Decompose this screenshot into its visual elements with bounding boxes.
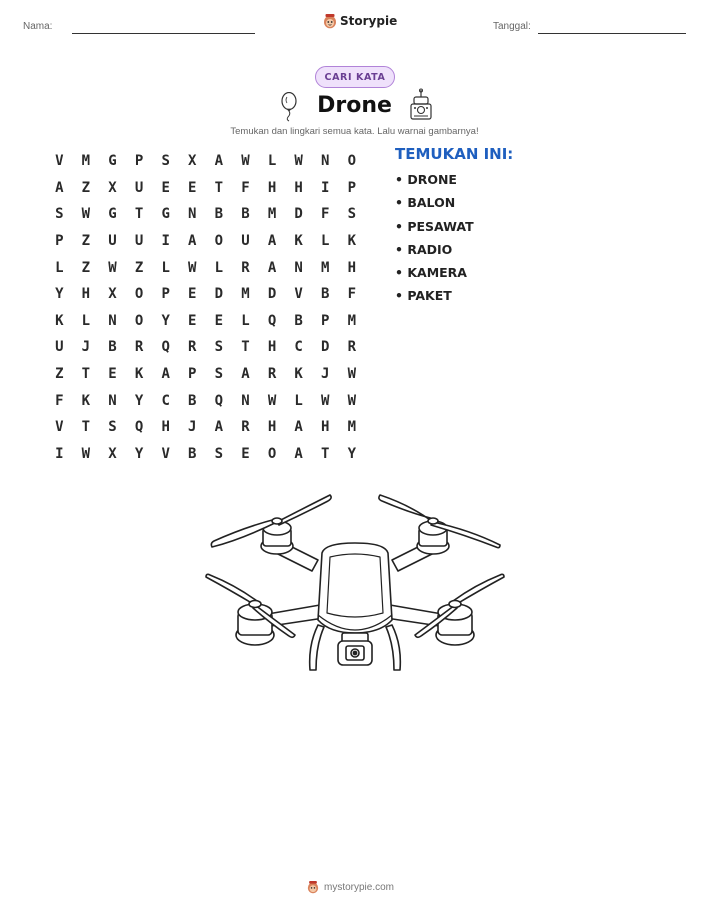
grid-letter[interactable]: Q bbox=[134, 419, 144, 436]
grid-letter[interactable]: D bbox=[267, 286, 277, 303]
grid-letter[interactable]: L bbox=[294, 392, 303, 409]
grid-letter[interactable]: C bbox=[161, 392, 170, 409]
grid-letter[interactable]: M bbox=[241, 286, 250, 303]
grid-letter[interactable]: Y bbox=[134, 445, 144, 462]
grid-letter[interactable]: H bbox=[161, 419, 170, 436]
grid-letter[interactable]: P bbox=[161, 286, 170, 303]
grid-letter[interactable]: B bbox=[294, 312, 303, 329]
grid-letter[interactable]: R bbox=[241, 259, 250, 276]
grid-letter[interactable]: F bbox=[241, 179, 250, 196]
grid-letter[interactable]: E bbox=[188, 179, 197, 196]
grid-letter[interactable]: S bbox=[55, 206, 64, 223]
grid-letter[interactable]: W bbox=[294, 153, 303, 170]
grid-letter[interactable]: W bbox=[267, 392, 277, 409]
grid-letter[interactable]: Z bbox=[81, 179, 91, 196]
grid-letter[interactable]: W bbox=[81, 445, 91, 462]
grid-letter[interactable]: Z bbox=[81, 233, 91, 250]
grid-letter[interactable]: K bbox=[294, 233, 303, 250]
name-label: Nama: bbox=[23, 21, 53, 32]
grid-letter[interactable]: R bbox=[267, 366, 277, 383]
grid-letter[interactable]: Q bbox=[267, 312, 277, 329]
grid-letter[interactable]: R bbox=[188, 339, 197, 356]
grid-letter[interactable]: N bbox=[321, 153, 330, 170]
grid-letter[interactable]: E bbox=[214, 312, 224, 329]
grid-letter[interactable]: T bbox=[81, 366, 91, 383]
grid-letter[interactable]: Z bbox=[55, 366, 64, 383]
grid-letter[interactable]: I bbox=[55, 445, 64, 462]
grid-letter[interactable]: X bbox=[108, 445, 117, 462]
grid-letter[interactable]: V bbox=[55, 419, 64, 436]
grid-letter[interactable]: E bbox=[108, 366, 117, 383]
grid-letter[interactable]: S bbox=[214, 339, 224, 356]
grid-letter[interactable]: X bbox=[108, 179, 117, 196]
grid-letter[interactable]: S bbox=[108, 419, 117, 436]
letter-grid bbox=[46, 148, 365, 467]
word-list-item: • KAMERA bbox=[395, 265, 474, 288]
grid-letter[interactable]: T bbox=[134, 206, 144, 223]
grid-letter[interactable]: K bbox=[347, 233, 357, 250]
grid-letter[interactable]: T bbox=[321, 445, 330, 462]
date-field[interactable] bbox=[538, 33, 686, 34]
grid-letter[interactable]: H bbox=[267, 419, 277, 436]
word-list-item: • PESAWAT bbox=[395, 219, 474, 242]
storypie-mascot-icon bbox=[307, 880, 319, 894]
grid-letter[interactable]: T bbox=[81, 419, 91, 436]
grid-letter[interactable]: O bbox=[267, 445, 277, 462]
footer-brand bbox=[307, 880, 394, 894]
grid-letter[interactable]: B bbox=[108, 339, 117, 356]
grid-letter[interactable]: Y bbox=[55, 286, 64, 303]
grid-letter[interactable]: S bbox=[214, 366, 224, 383]
grid-letter[interactable]: P bbox=[188, 366, 197, 383]
grid-letter[interactable]: K bbox=[55, 312, 64, 329]
grid-letter[interactable]: F bbox=[321, 206, 330, 223]
grid-letter[interactable]: S bbox=[347, 206, 357, 223]
grid-letter[interactable]: G bbox=[108, 206, 117, 223]
grid-letter[interactable]: V bbox=[55, 153, 64, 170]
grid-letter[interactable]: Y bbox=[347, 445, 357, 462]
grid-letter[interactable]: M bbox=[347, 419, 357, 436]
grid-letter[interactable]: L bbox=[161, 259, 170, 276]
grid-letter[interactable]: U bbox=[134, 179, 144, 196]
grid-letter[interactable]: S bbox=[214, 445, 224, 462]
grid-letter[interactable]: M bbox=[267, 206, 277, 223]
grid-letter[interactable]: W bbox=[321, 392, 330, 409]
grid-letter[interactable]: F bbox=[55, 392, 64, 409]
grid-letter[interactable]: G bbox=[161, 206, 170, 223]
grid-letter[interactable]: O bbox=[134, 286, 144, 303]
word-list-item: • DRONE bbox=[395, 172, 474, 195]
grid-letter[interactable]: H bbox=[267, 179, 277, 196]
grid-letter[interactable]: U bbox=[55, 339, 64, 356]
grid-letter[interactable]: R bbox=[134, 339, 144, 356]
grid-letter[interactable]: P bbox=[55, 233, 64, 250]
grid-letter[interactable]: J bbox=[188, 419, 197, 436]
grid-letter[interactable]: A bbox=[161, 366, 170, 383]
grid-letter[interactable]: R bbox=[241, 419, 250, 436]
grid-letter[interactable]: H bbox=[321, 419, 330, 436]
grid-letter[interactable]: O bbox=[214, 233, 224, 250]
grid-letter[interactable]: A bbox=[214, 153, 224, 170]
grid-letter[interactable]: Q bbox=[161, 339, 170, 356]
grid-letter[interactable]: A bbox=[55, 179, 64, 196]
brand-logo bbox=[323, 13, 397, 29]
grid-letter[interactable]: L bbox=[241, 312, 250, 329]
grid-letter[interactable]: H bbox=[294, 179, 303, 196]
grid-letter[interactable]: U bbox=[241, 233, 250, 250]
grid-letter[interactable]: X bbox=[188, 153, 197, 170]
grid-letter[interactable]: U bbox=[108, 233, 117, 250]
grid-letter[interactable]: W bbox=[347, 366, 357, 383]
grid-letter[interactable]: B bbox=[188, 445, 197, 462]
grid-letter[interactable]: R bbox=[347, 339, 357, 356]
grid-letter[interactable]: H bbox=[267, 339, 277, 356]
name-field[interactable] bbox=[72, 33, 255, 34]
grid-letter[interactable]: L bbox=[81, 312, 91, 329]
grid-letter[interactable]: U bbox=[134, 233, 144, 250]
grid-letter[interactable]: H bbox=[81, 286, 91, 303]
grid-letter[interactable]: O bbox=[347, 153, 357, 170]
grid-letter[interactable]: M bbox=[347, 312, 357, 329]
word-list-item: • RADIO bbox=[395, 242, 474, 265]
grid-letter[interactable]: E bbox=[241, 445, 250, 462]
grid-letter[interactable]: W bbox=[347, 392, 357, 409]
grid-letter[interactable]: X bbox=[108, 286, 117, 303]
grid-letter[interactable]: P bbox=[321, 312, 330, 329]
grid-letter[interactable]: N bbox=[108, 312, 117, 329]
word-list-item: • BALON bbox=[395, 195, 474, 218]
grid-letter[interactable]: P bbox=[134, 153, 144, 170]
grid-letter[interactable]: A bbox=[294, 445, 303, 462]
grid-letter[interactable]: J bbox=[321, 366, 330, 383]
grid-letter[interactable]: T bbox=[241, 339, 250, 356]
grid-letter[interactable]: Y bbox=[161, 312, 170, 329]
grid-letter[interactable]: B bbox=[321, 286, 330, 303]
drone-illustration bbox=[200, 485, 510, 680]
grid-letter[interactable]: C bbox=[294, 339, 303, 356]
grid-letter[interactable]: J bbox=[81, 339, 91, 356]
grid-letter[interactable]: D bbox=[294, 206, 303, 223]
radio-icon bbox=[408, 88, 434, 122]
grid-letter[interactable]: M bbox=[321, 259, 330, 276]
grid-letter[interactable]: D bbox=[214, 286, 224, 303]
grid-letter[interactable]: N bbox=[294, 259, 303, 276]
grid-letter[interactable]: K bbox=[294, 366, 303, 383]
date-label: Tanggal: bbox=[493, 21, 531, 32]
grid-letter[interactable]: N bbox=[188, 206, 197, 223]
grid-letter[interactable]: E bbox=[188, 286, 197, 303]
grid-letter[interactable]: A bbox=[267, 259, 277, 276]
grid-letter[interactable]: P bbox=[347, 179, 357, 196]
grid-letter[interactable]: B bbox=[188, 392, 197, 409]
grid-letter[interactable]: L bbox=[214, 259, 224, 276]
grid-letter[interactable]: Z bbox=[81, 259, 91, 276]
grid-letter[interactable]: Q bbox=[214, 392, 224, 409]
grid-letter[interactable]: N bbox=[108, 392, 117, 409]
grid-letter[interactable]: A bbox=[241, 366, 250, 383]
grid-letter[interactable]: M bbox=[81, 153, 91, 170]
grid-letter[interactable]: A bbox=[294, 419, 303, 436]
grid-letter[interactable]: K bbox=[134, 366, 144, 383]
brand-name: Storypie bbox=[340, 14, 398, 28]
grid-letter[interactable]: W bbox=[108, 259, 117, 276]
grid-letter[interactable]: V bbox=[294, 286, 303, 303]
grid-letter[interactable]: I bbox=[321, 179, 330, 196]
grid-letter[interactable]: V bbox=[161, 445, 170, 462]
grid-letter[interactable]: Z bbox=[134, 259, 144, 276]
grid-letter[interactable]: T bbox=[214, 179, 224, 196]
grid-letter[interactable]: S bbox=[161, 153, 170, 170]
grid-letter[interactable]: A bbox=[267, 233, 277, 250]
grid-letter[interactable]: L bbox=[267, 153, 277, 170]
grid-letter[interactable]: E bbox=[188, 312, 197, 329]
grid-letter[interactable]: W bbox=[81, 206, 91, 223]
grid-letter[interactable]: K bbox=[81, 392, 91, 409]
grid-letter[interactable]: L bbox=[55, 259, 64, 276]
grid-letter[interactable]: F bbox=[347, 286, 357, 303]
grid-letter[interactable]: D bbox=[321, 339, 330, 356]
grid-letter[interactable]: A bbox=[188, 233, 197, 250]
grid-letter[interactable]: I bbox=[161, 233, 170, 250]
grid-letter[interactable]: A bbox=[214, 419, 224, 436]
word-list-title: TEMUKAN INI: bbox=[395, 145, 514, 163]
grid-letter[interactable]: L bbox=[321, 233, 330, 250]
page-title: Drone bbox=[317, 93, 392, 118]
grid-letter[interactable]: B bbox=[241, 206, 250, 223]
grid-letter[interactable]: G bbox=[108, 153, 117, 170]
grid-letter[interactable]: H bbox=[347, 259, 357, 276]
grid-letter[interactable]: W bbox=[241, 153, 250, 170]
grid-letter[interactable]: E bbox=[161, 179, 170, 196]
category-badge: CARI KATA bbox=[315, 66, 395, 88]
instructions: Temukan dan lingkari semua kata. Lalu warnai gambarnya! bbox=[230, 126, 479, 137]
grid-letter[interactable]: Y bbox=[134, 392, 144, 409]
word-list-item: • PAKET bbox=[395, 288, 474, 311]
storypie-mascot-icon bbox=[323, 13, 337, 29]
grid-letter[interactable]: B bbox=[214, 206, 224, 223]
footer-url[interactable]: mystorypie.com bbox=[324, 881, 395, 893]
grid-letter[interactable]: O bbox=[134, 312, 144, 329]
grid-letter[interactable]: W bbox=[188, 259, 197, 276]
grid-letter[interactable]: N bbox=[241, 392, 250, 409]
word-list bbox=[395, 172, 474, 312]
